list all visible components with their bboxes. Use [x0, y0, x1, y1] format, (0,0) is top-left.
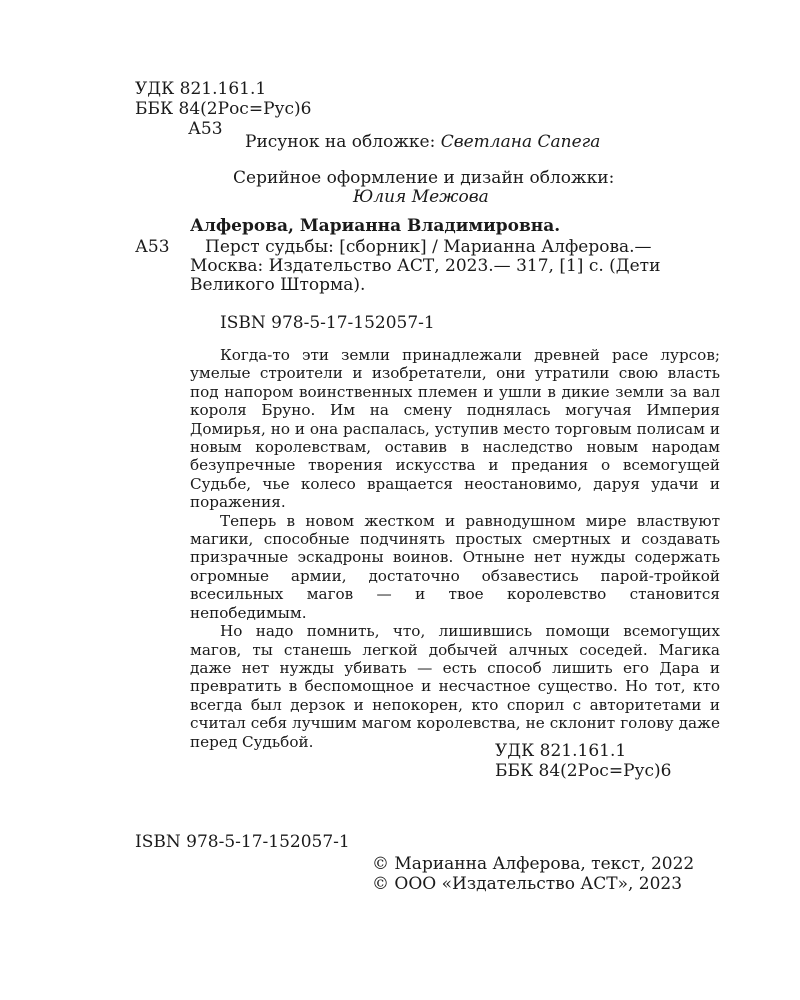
bbk-code: ББК 84(2Рос=Рус)6 [135, 99, 312, 119]
cover-art-name: Светлана Сапега [440, 132, 601, 152]
isbn-middle: ISBN 978-5-17-152057-1 [220, 313, 435, 333]
design-label: Серийное оформление и дизайн обложки: [233, 168, 615, 188]
cover-art-label: Рисунок на обложке: [245, 132, 436, 152]
design-name: Юлия Межова [353, 187, 489, 207]
annotation-paragraph: Теперь в новом жестком и равнодушном мире властвуют магики, способные подчинять простых смертных и создавать призрачные эскадроны воинов. Отныне нет нужды содержать огромные армии, достаточно обзавестись парой-тройкой всесильных магов — и твое королевство становится непобедимым. [190, 511, 720, 622]
biblio-publisher-line: Москва: Издательство АСТ, 2023.— 317, [1] с. (Дети [190, 256, 661, 276]
author-mark: А53 [188, 119, 223, 139]
author-mark-biblio: А53 [135, 237, 170, 257]
copyright-author: © Марианна Алферова, текст, 2022 [372, 854, 695, 874]
isbn-bottom: ISBN 978-5-17-152057-1 [135, 832, 350, 852]
biblio-series-line: Великого Шторма). [190, 275, 366, 295]
bbk-code-bottom: ББК 84(2Рос=Рус)6 [495, 761, 672, 781]
copyright-publisher: © ООО «Издательство АСТ», 2023 [372, 874, 683, 894]
annotation [190, 346, 720, 751]
biblio-title-line: Перст судьбы: [сборник] / Марианна Алферова.— [205, 237, 652, 257]
udk-code-bottom: УДК 821.161.1 [495, 741, 627, 761]
author-heading: Алферова, Марианна Владимировна. [190, 216, 561, 236]
annotation-paragraph: Но надо помнить, что, лишившись помощи всемогущих магов, ты станешь легкой добычей алчных соседей. Магика даже нет нужды убивать — есть способ лишить его Дара и превратить в беспомощное и несчастное существо. Но тот, кто всегда был дерзок и непокорен, кто спорил с авторитетами и считал себя лучшим магом королевства, не склонит голову даже перед Судьбой. [190, 622, 720, 751]
cover-art-credit [245, 133, 600, 152]
udk-code: УДК 821.161.1 [135, 79, 267, 99]
annotation-paragraph: Когда-то эти земли принадлежали древней расе лурсов; умелые строители и изобретатели, они утратили свою власть под напором воинственных племен и ушли в дикие земли за вал короля Бруно. Им на смену поднялась могучая Империя Домирья, но и она распалась, уступив место торговым полисам и новым королевствам, оставив в наследство новым народам безупречные творения искусства и предания о всемогущей Судьбе, чье колесо вращается неостановимо, даруя удачи и поражения. [190, 346, 720, 512]
